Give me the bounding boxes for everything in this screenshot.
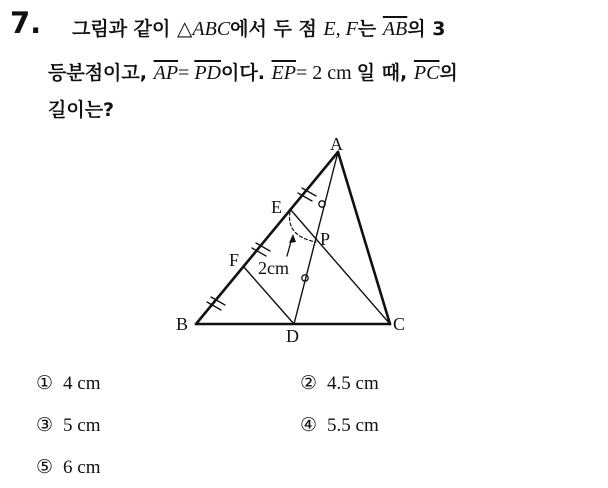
- q-text-1a: 그림과 같이: [72, 18, 177, 40]
- q-text-2d: 의: [439, 62, 458, 84]
- choice-2-mark: ②: [300, 372, 318, 394]
- segment-ab: $\overline{AB}$: [382, 18, 408, 40]
- choice-1-value: 4 cm: [63, 373, 101, 394]
- segment-pc: $\overline{PC}$: [413, 62, 440, 84]
- side-ac: [338, 152, 390, 324]
- choice-5-value: 6 cm: [63, 457, 101, 478]
- choice-3[interactable]: [36, 414, 101, 437]
- choice-4-mark: ④: [300, 414, 318, 436]
- q-text-1d: 의 3: [407, 18, 446, 40]
- q-text-2a: 등분점이고,: [48, 62, 154, 84]
- choice-3-value: 5 cm: [63, 415, 101, 436]
- q-text-2c: 일 때,: [356, 62, 414, 84]
- q-text-3: 길이는?: [48, 99, 115, 121]
- segment-ec: [290, 209, 390, 324]
- points-ef: E, F: [323, 18, 358, 40]
- choice-2-value: 4.5 cm: [327, 373, 379, 394]
- label-measure: 2cm: [258, 258, 289, 278]
- equals-1: =: [178, 62, 195, 84]
- q-text-1c: 는: [357, 18, 383, 40]
- q-text-2b: 이다.: [221, 62, 272, 84]
- choice-1[interactable]: [36, 372, 101, 395]
- equals-2cm: = 2 cm: [295, 62, 357, 84]
- label-d: D: [286, 326, 299, 346]
- question-number: 7.: [10, 6, 42, 40]
- label-f: F: [229, 250, 240, 270]
- choice-4-value: 5.5 cm: [327, 415, 379, 436]
- choice-1-mark: ①: [36, 372, 54, 394]
- segment-ep: $\overline{EP}$: [271, 62, 296, 84]
- q-text-1b: 에서 두 점: [230, 18, 324, 40]
- choice-2[interactable]: [300, 372, 379, 395]
- choice-5-mark: ⑤: [36, 456, 54, 478]
- label-e: E: [271, 197, 282, 217]
- label-p: P: [320, 229, 331, 249]
- segment-pd: $\overline{PD}$: [194, 62, 221, 84]
- choice-3-mark: ③: [36, 414, 54, 436]
- choice-4[interactable]: [300, 414, 379, 437]
- label-c: C: [393, 314, 406, 334]
- segment-ap: $\overline{AP}$: [153, 62, 179, 84]
- label-b: B: [176, 314, 189, 334]
- choice-5[interactable]: [36, 456, 101, 479]
- label-a: A: [330, 134, 343, 154]
- triangle-abc: △ABC: [177, 18, 231, 40]
- measure-pointer-arrow: [289, 234, 296, 243]
